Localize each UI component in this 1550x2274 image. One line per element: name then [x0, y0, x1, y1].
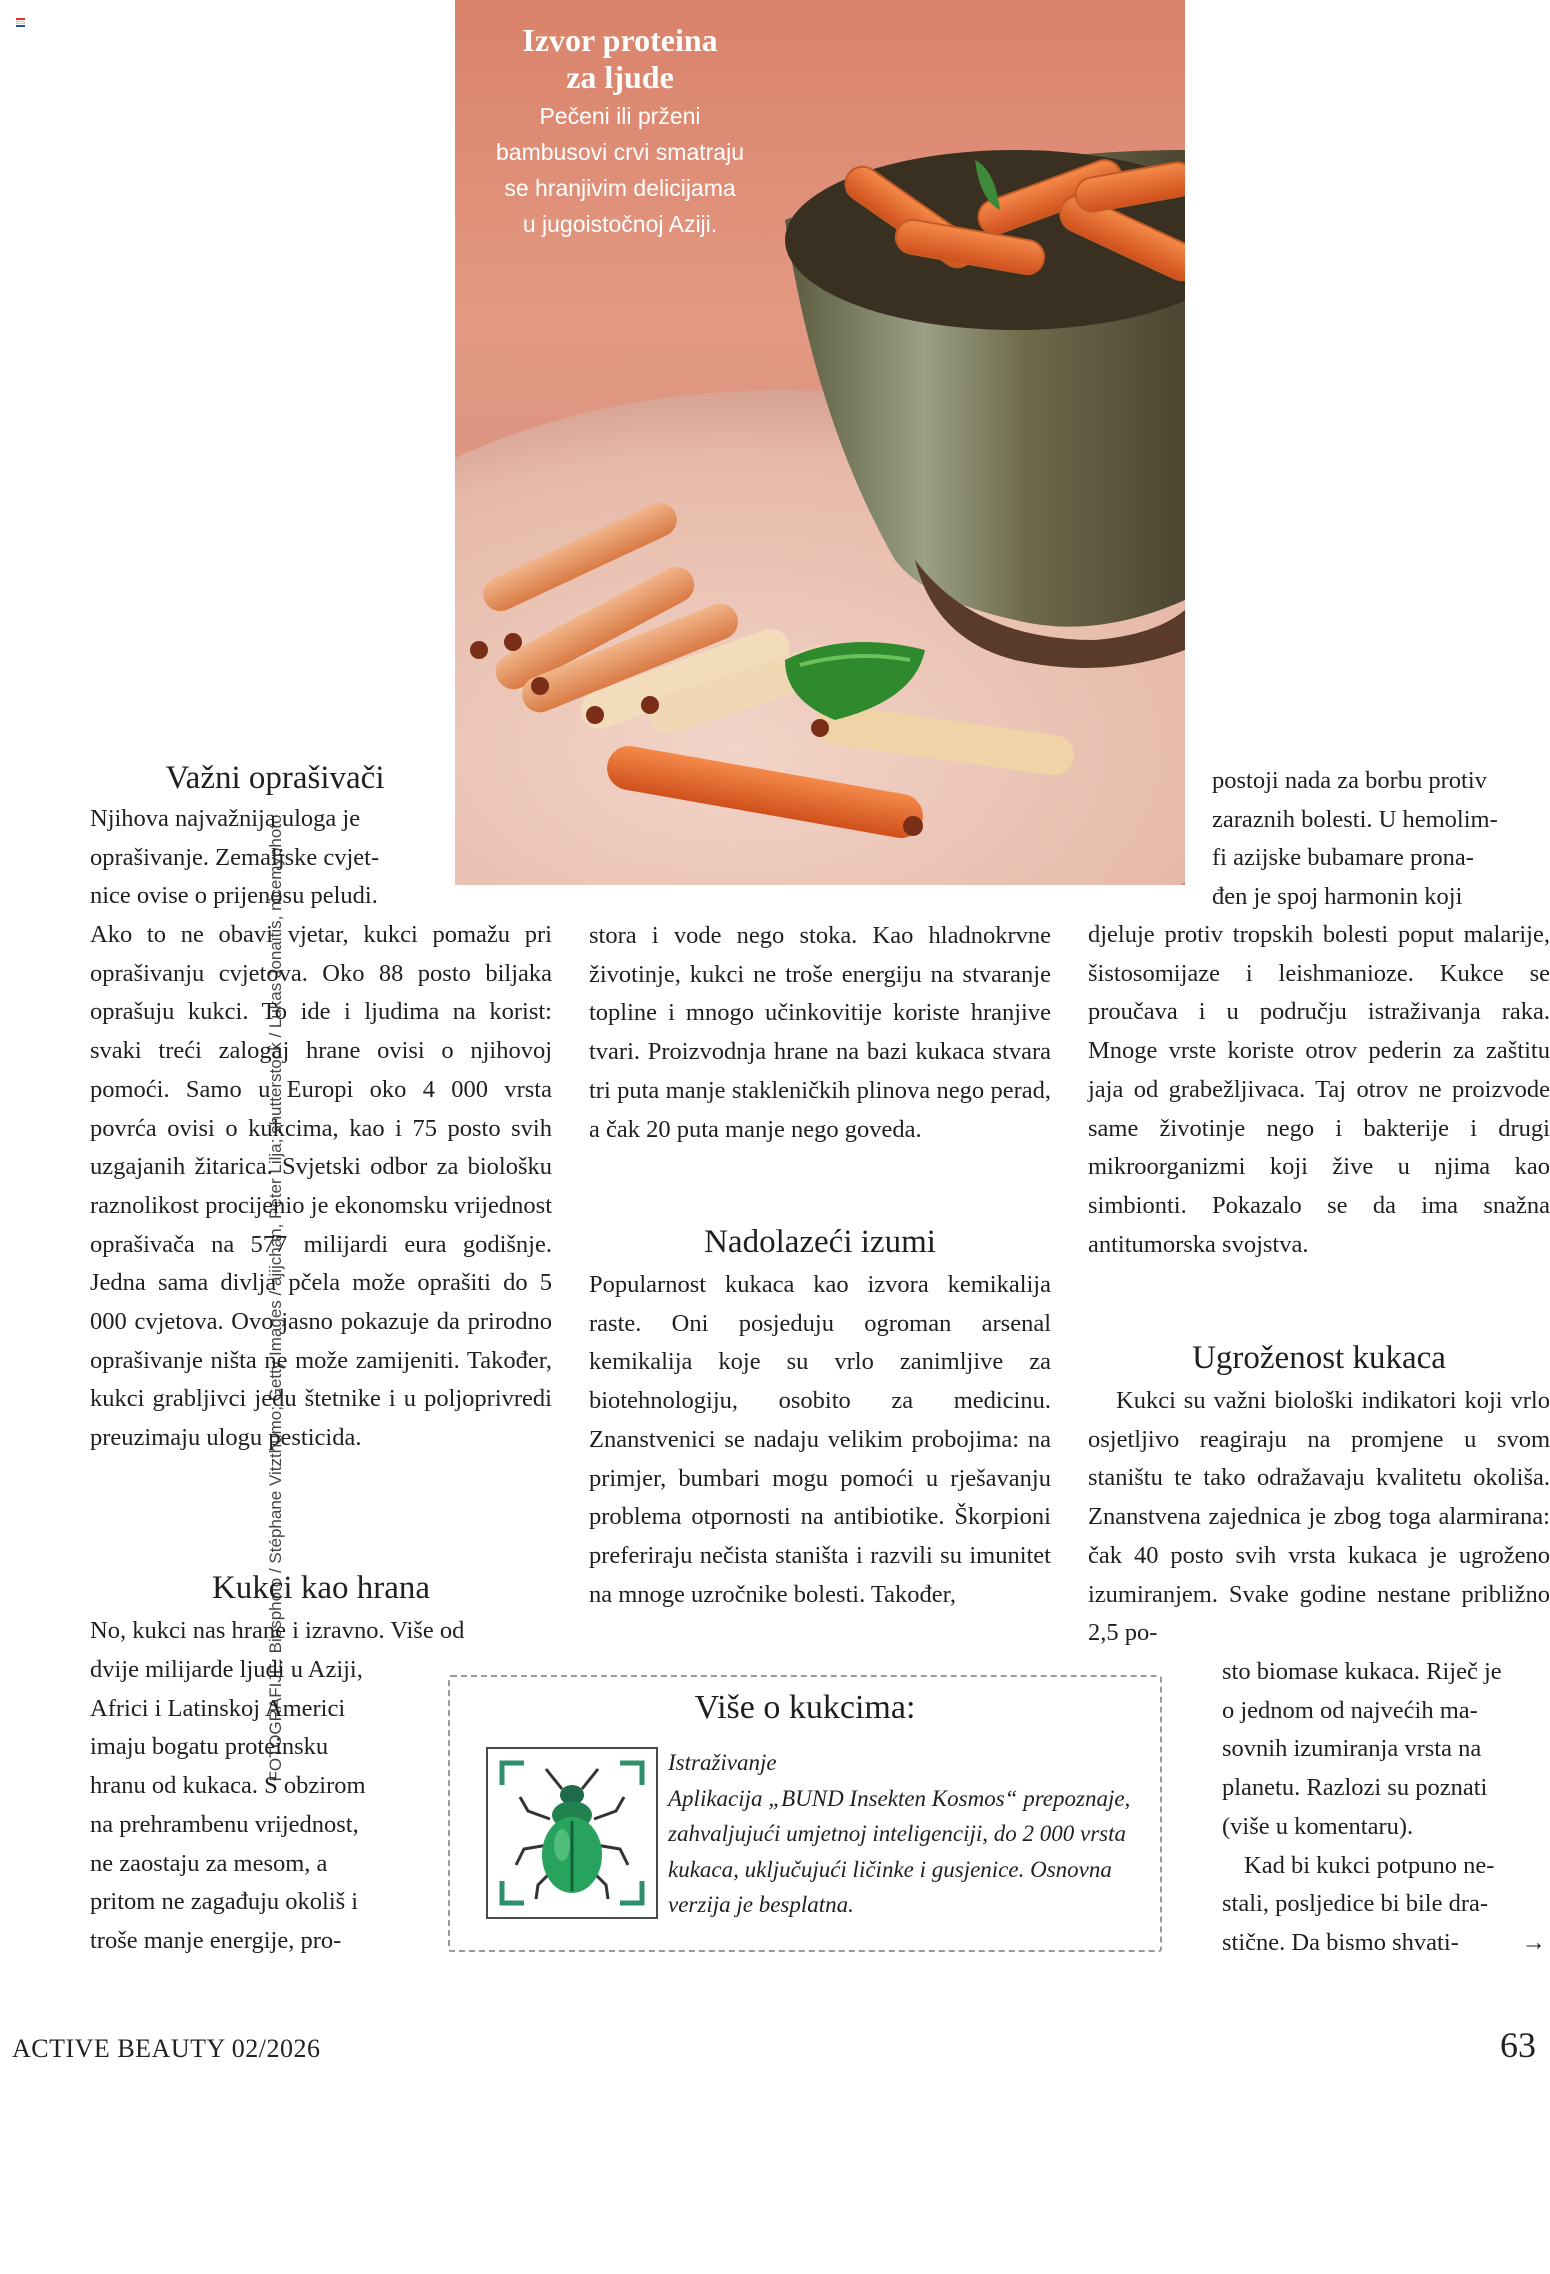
- heading-kukci-kao-hrana: Kukci kao hrana: [90, 1568, 552, 1608]
- text-line: postoji nada za borbu protiv: [1212, 762, 1550, 801]
- photo-caption: [455, 22, 785, 242]
- heading-vazni-oprasivaci: Važni oprašivači: [90, 758, 460, 798]
- text-line: Africi i Latinskoj Americi: [90, 1690, 418, 1729]
- col3-threat-narrow: [1222, 1653, 1550, 1963]
- paragraph: djeluje protiv tropskih bolesti poput malarije, šistosomijaze i leishmanioze. Kukce se proučava i u području istraživanja raka. Mnoge vrste koriste otrov pederin za zaštitu jaja od grabežljivaca. Taj otrov ne proizvode same životinje nego i bakterije i drugi mikroorganizmi koji žive u njima kao simbionti. Pokazalo se da ima snažna antitumorska svojstva.: [1088, 916, 1550, 1264]
- bamboo-worms-photo: [455, 0, 1185, 885]
- text-line: No, kukci nas hrane i izravno. Više od: [90, 1612, 552, 1651]
- box-text: [668, 1745, 1148, 1923]
- last-line: [1222, 1924, 1550, 1963]
- text-line: sto biomase kukaca. Riječ je: [1222, 1653, 1550, 1692]
- paragraph: Popularnost kukaca kao izvora kemikalija raste. Oni posjeduju ogroman arsenal kemikalija koje su vrlo zanimljive za biotehnologiju, osobito za medicinu. Znanstvenici se nadaju velikim probojima: na primjer, bumbari mogu pomoći u rješavanju problema otpornosti na antibiotike. Škorpioni preferiraju nečista staništa i razvili su imunitet na mnoge uzročnike bolesti. Također,: [589, 1266, 1051, 1614]
- text-line: na prehrambenu vrijednost,: [90, 1806, 418, 1845]
- text-line: stali, posljedice bi bile dra-: [1222, 1885, 1550, 1924]
- paragraph: Ako to ne obavi vjetar, kukci pomažu pri oprašivanju cvjetova. Oko 88 posto biljaka oprašuju kukci. To ide i ljudima na korist: svaki treći zalogaj hrane ovisi o njihovoj pomoći. Samo u Europi oko 4 000 vrsta povrća ovisi o kukcima, kao i 75 posto svih uzgajanih žitarica. Svjetski odbor za biološku raznolikost procijenio je ekonomsku vrijednost oprašivača na 577 milijardi eura godišnje. Jedna sama divlja pčela može oprašiti do 5 000 cvjetova. Ovo jasno pokazuje da prirodno oprašivanje ništa ne može zamijeniti. Također, kukci grabljivci jedu štetnike i u poljoprivredi preuzimaju ulogu pesticida.: [90, 916, 552, 1458]
- col2-body: [589, 917, 1051, 1149]
- photo-credit: FOTOGRAFIJE: Biosphoto / Stéphane Vitzthumo; Getty Images / ajijchan, Peter Lilja; shutterstock / Lukas Jonaitis, nicemyphoto: [264, 322, 288, 2274]
- col1-body: [90, 916, 552, 1458]
- box-label: Istraživanje: [668, 1745, 1148, 1781]
- text-line: (više u komentaru).: [1222, 1808, 1550, 1847]
- text-line: nice ovise o prijenosu peludi.: [90, 877, 460, 916]
- heading-nadolazeci-izumi: Nadolazeći izumi: [589, 1222, 1051, 1262]
- more-about-insects-box: [448, 1675, 1162, 1952]
- text-line: hranu od kukaca. S obzirom: [90, 1767, 418, 1806]
- continue-arrow-icon: →: [1522, 1924, 1550, 1963]
- text-line: pritom ne zagađuju okoliš i: [90, 1883, 418, 1922]
- text-line: o jednom od najvećih ma-: [1222, 1692, 1550, 1731]
- box-title: Više o kukcima:: [450, 1689, 1160, 1727]
- magazine-issue: ACTIVE BEAUTY 02/2026: [12, 2034, 321, 2064]
- col1-food-narrow: [90, 1651, 418, 1961]
- caption-body: Pečeni ili prženi bambusovi crvi smatraju se hranjivim delicijama u jugoistočnoj Aziji.: [455, 98, 785, 242]
- col3-threat: [1088, 1382, 1550, 1653]
- paragraph: stora i vode nego stoka. Kao hladnokrvne životinje, kukci ne troše energiju na stvaranje topline i mnogo učinkovitije koriste hranjive tvari. Proizvodnja hrane na bazi kukaca stvara tri puta manje stakleničkih plinova nego perad, a čak 20 puta manje nego goveda.: [589, 917, 1051, 1149]
- text-line: troše manje energije, pro-: [90, 1922, 418, 1961]
- text-line: zaraznih bolesti. U hemolim-: [1212, 801, 1550, 840]
- text-line: fi azijske bubamare prona-: [1212, 839, 1550, 878]
- col3-top-narrow: [1212, 762, 1550, 917]
- text-line: planetu. Razlozi su poznati: [1222, 1769, 1550, 1808]
- paragraph: Kukci su važni biološki indikatori koji vrlo osjetljivo reagiraju na promjene u svom staništu te tako odražavaju kvalitetu okoliša. Znanstvena zajednica je zbog toga alarmirana: čak 40 posto svih vrsta kukaca je ugroženo izumiranjem. Svake godine nestane približno 2,5 po-: [1088, 1382, 1550, 1653]
- text-line: stične. Da bismo shvati-: [1222, 1924, 1459, 1963]
- col3-body: [1088, 916, 1550, 1264]
- flag-mark: [16, 18, 25, 26]
- page-number: 63: [1500, 2024, 1536, 2066]
- heading-ugrozenost-kukaca: Ugroženost kukaca: [1088, 1338, 1550, 1378]
- text-line: oprašivanje. Zemaljske cvjet-: [90, 839, 460, 878]
- text-line: sovnih izumiranja vrsta na: [1222, 1730, 1550, 1769]
- text-line: ne zaostaju za mesom, a: [90, 1845, 418, 1884]
- box-description: Aplikacija „BUND Insekten Kosmos“ prepoznaje, zahvaljujući umjetnoj inteligenciji, do 2 000 vrsta kukaca, uključujući ličinke i gusjenice. Osnovna verzija je besplatna.: [668, 1781, 1148, 1923]
- beetle-icon: [486, 1747, 658, 1919]
- text-line: đen je spoj harmonin koji: [1212, 878, 1550, 917]
- col2-inventions: [589, 1266, 1051, 1614]
- col1-intro: [90, 800, 460, 916]
- caption-title: Izvor proteina za ljude: [455, 22, 785, 96]
- text-line: imaju bogatu proteinsku: [90, 1728, 418, 1767]
- text-line: Njihova najvažnija uloga je: [90, 800, 460, 839]
- text-line: dvije milijarde ljudi u Aziji,: [90, 1651, 418, 1690]
- col1-food: [90, 1612, 552, 1651]
- text-line: Kad bi kukci potpuno ne-: [1222, 1847, 1550, 1886]
